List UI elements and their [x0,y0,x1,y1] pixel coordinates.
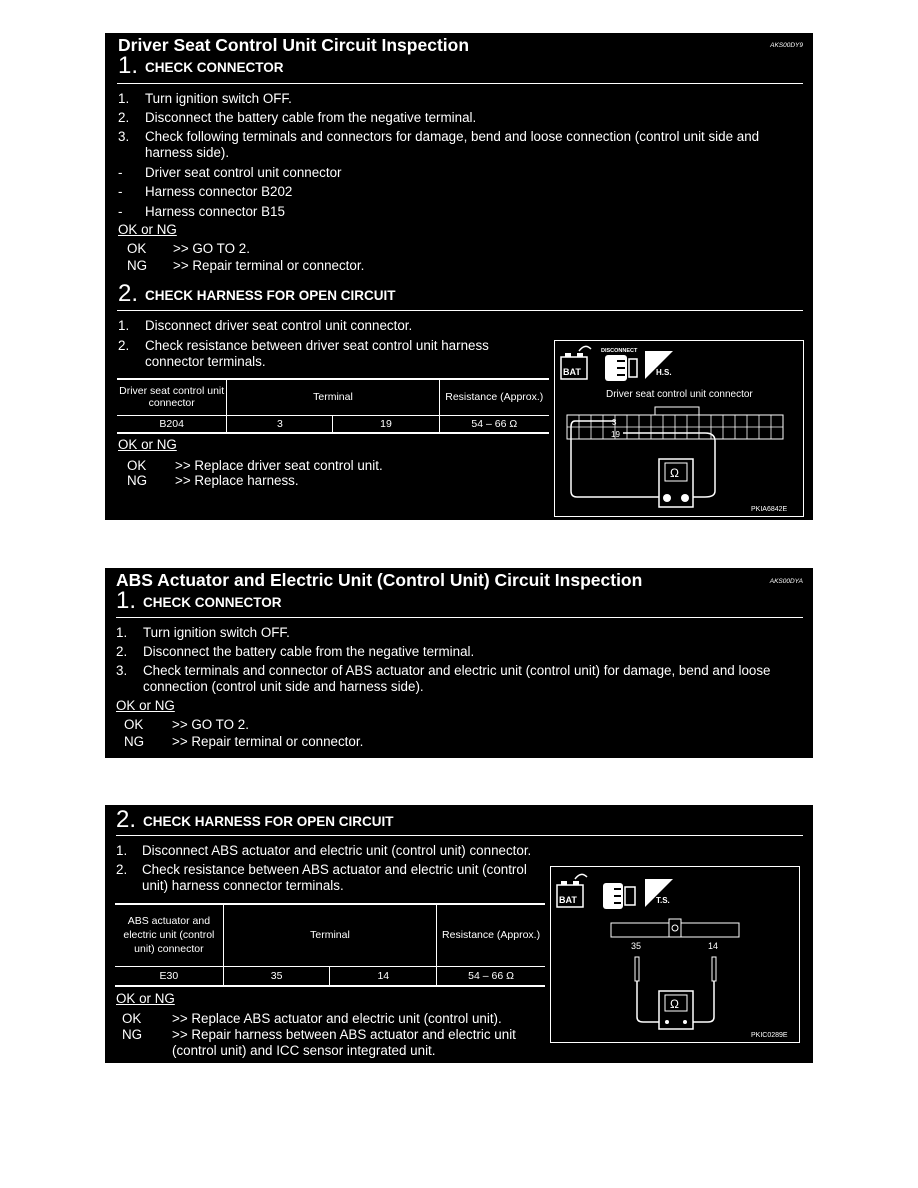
list-item: Disconnect driver seat control unit connector. [145,318,413,333]
table-cell: 35 [223,966,330,986]
step-number: 1. [116,587,137,614]
table-cell: 3 [227,415,333,433]
ok-action: >> GO TO 2. [173,241,250,256]
ok-label: OK [127,458,147,473]
col-connector-header: Driver seat control unit connector [117,379,227,415]
list-marker: 2. [118,338,130,353]
table-cell: 14 [330,966,437,986]
list-item: Check resistance between driver seat control unit harness connector terminals. [145,338,489,369]
step-label: CHECK CONNECTOR [145,60,284,75]
list-item: Disconnect the battery cable from the negative terminal. [143,644,475,659]
list-item: Disconnect ABS actuator and electric unit (control unit) connector. [142,843,532,858]
ng-action: >> Repair terminal or connector. [172,734,364,749]
list-item: Check terminals and connector of ABS actuator and electric unit (control unit) for damage, bend and loose connection (control unit side and harness side). [143,663,771,694]
connector-face [611,919,739,951]
ohm-symbol: Ω [670,466,679,480]
ng-label: NG [122,1027,143,1042]
list-item: Disconnect the battery cable from the negative terminal. [145,110,477,125]
pin-label-a: 3 [612,418,617,427]
figure-code: PKIC0289E [751,1032,788,1039]
bat-label: BAT [559,895,577,905]
list-marker: - [118,165,123,180]
table-cell: 54 – 66 Ω [471,417,518,430]
probe-a [635,957,639,981]
step-number: 1. [118,52,139,79]
okng-heading: OK or NG [116,698,175,713]
ng-label: NG [127,473,148,488]
col-terminal-header: Terminal [227,379,439,415]
ok-action: >> Replace driver seat control unit. [175,458,383,473]
list-marker: 3. [116,663,128,678]
step-number: 2. [116,806,137,833]
col-resistance-header: Resistance (Approx.) [442,929,541,942]
ts-label: T.S. [656,896,670,905]
pin-label-a: 35 [631,941,642,951]
section-code: AKS00DY9 [770,42,803,49]
list-item: Check following terminals and connectors for damage, bend and loose connection (control unit side and harness side). [145,129,760,160]
col-connector-header: ABS actuator and electric unit (control unit) connector [115,904,223,966]
abs-harness-check-panel [105,805,813,1063]
step-label: CHECK HARNESS FOR OPEN CIRCUIT [143,814,394,829]
step-label: CHECK HARNESS FOR OPEN CIRCUIT [145,288,396,303]
battery-icon [561,346,591,379]
abs-connector-check-panel [105,568,813,758]
disconnect-label: DISCONNECT [601,348,638,354]
pin-label-b: 19 [611,430,620,439]
divider [116,617,803,618]
list-item: Turn ignition switch OFF. [145,91,292,106]
ok-action: >> GO TO 2. [172,717,249,732]
okng-heading: OK or NG [118,437,177,452]
list-item: Harness connector B202 [145,184,293,199]
section-code: AKS00DYA [769,578,803,585]
terminal-side-icon [645,879,673,907]
driver-seat-inspection-panel [105,33,813,520]
ng-label: NG [127,258,148,273]
okng-heading: OK or NG [116,991,175,1006]
list-item: Driver seat control unit connector [145,165,342,180]
ohm-symbol: Ω [670,997,679,1011]
section-title: ABS Actuator and Electric Unit (Control Unit) Circuit Inspection [116,570,643,590]
ok-label: OK [124,717,144,732]
col-terminal-header: Terminal [223,904,436,966]
resistance-table [115,903,545,987]
connector-face [567,407,783,439]
connector-caption: Driver seat control unit connector [606,389,753,400]
table-cell: B204 [117,415,227,433]
list-item: Check resistance between ABS actuator and electric unit (control unit) harness connector terminals. [142,862,527,893]
list-marker: 1. [118,91,130,106]
probe-b [712,957,716,981]
table-cell: 19 [333,415,439,433]
ok-label: OK [127,241,147,256]
ng-label: NG [124,734,145,749]
table-cell: E30 [115,966,223,986]
divider [116,835,803,836]
figure-code: PKIA6842E [751,506,788,513]
list-marker: 1. [118,318,130,333]
list-marker: 2. [116,644,128,659]
step-number: 2. [118,280,139,307]
list-marker: 1. [116,625,128,640]
list-item: Harness connector B15 [145,204,285,219]
list-marker: 1. [116,843,128,858]
col-resistance-header: Resistance (Approx.) [445,391,544,404]
ng-action: >> Repair harness between ABS actuator and electric unit (control unit) and ICC sensor integrated unit. [172,1027,516,1058]
battery-icon [557,874,587,907]
harness-side-icon [645,351,673,379]
list-marker: - [118,204,123,219]
list-marker: 3. [118,129,130,144]
hs-label: H.S. [656,368,672,377]
ok-action: >> Replace ABS actuator and electric unit (control unit). [172,1011,502,1026]
ohmmeter-icon [659,991,693,1029]
list-item: Turn ignition switch OFF. [143,625,290,640]
pin-label-b: 14 [708,941,719,951]
table-cell: 54 – 66 Ω [468,969,514,982]
divider [117,310,803,311]
resistance-table [117,378,549,434]
section-title: Driver Seat Control Unit Circuit Inspection [118,35,470,55]
ng-action: >> Repair terminal or connector. [173,258,365,273]
bat-label: BAT [563,367,581,377]
ok-label: OK [122,1011,142,1026]
list-marker: 2. [116,862,128,877]
list-marker: 2. [118,110,130,125]
abs-connector-diagram [550,866,800,1043]
okng-heading: OK or NG [118,222,177,237]
ng-action: >> Replace harness. [175,473,299,488]
ohmmeter-icon [659,459,693,507]
step-label: CHECK CONNECTOR [143,595,282,610]
driver-seat-connector-diagram [554,340,804,517]
disconnect-connector-icon [601,348,638,381]
list-marker: - [118,184,123,199]
divider [117,83,803,84]
connector-icon [603,883,635,909]
